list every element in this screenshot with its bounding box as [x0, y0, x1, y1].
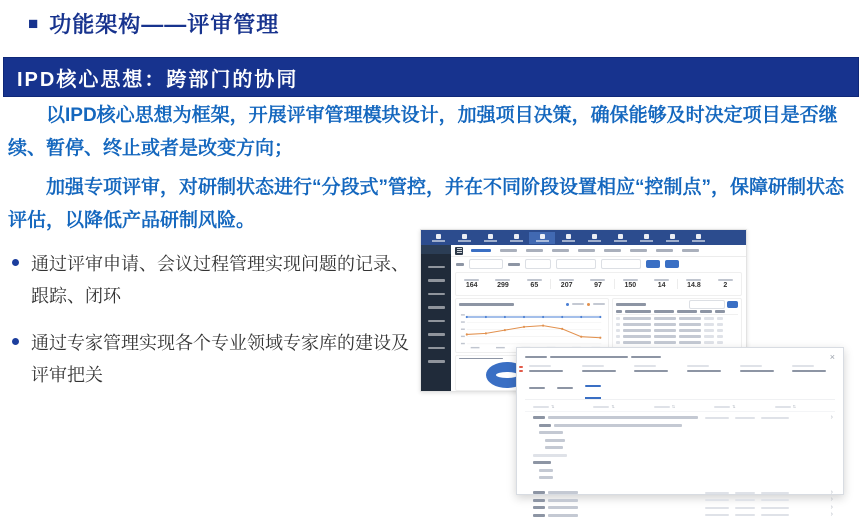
dialog-tabs [525, 376, 835, 400]
dialog-row-short [545, 446, 835, 449]
dialog-table-header-cell: ⇅ [775, 405, 835, 409]
navbar-item [477, 232, 503, 244]
field-value-placeholder [740, 370, 774, 372]
dialog-tab [557, 379, 573, 399]
filter-label-placeholder [456, 263, 464, 266]
table-row [616, 323, 738, 326]
field-cell [730, 365, 783, 372]
navbar-item [659, 232, 685, 244]
tab-placeholder [604, 249, 621, 252]
field-cell [525, 365, 572, 372]
stat-value: 14.8 [687, 282, 701, 290]
tab-list [471, 249, 699, 252]
stat-cell [614, 279, 646, 290]
dashboard-tabstrip [451, 245, 746, 257]
dashboard-sidebar [421, 245, 451, 391]
paragraph-2: 加强专项评审，对研制状态进行“分段式”管控，并在不同阶段设置相应“控制点”，保障研制状态评估，以降低产品研制风险。 [8, 177, 845, 232]
field-label-placeholder [792, 365, 814, 367]
sidebar-item-placeholder [428, 266, 445, 269]
field-value-placeholder [529, 370, 563, 372]
list-item [10, 248, 414, 312]
dialog-row-entry: › [533, 506, 835, 509]
field-value-placeholder [792, 370, 826, 372]
dashboard-top-navbar [421, 230, 746, 245]
stat-cell [677, 279, 709, 290]
navbar-item [503, 232, 529, 244]
navbar-item-icon [592, 234, 597, 239]
table-header-row [616, 310, 738, 315]
line-chart [459, 307, 605, 350]
bullet-text-1: 通过评审申请、会议过程管理实现问题的记录、跟踪、闭环 [31, 254, 409, 307]
dialog-row-short [539, 431, 835, 434]
navbar-item [633, 232, 659, 244]
dialog-row-short [539, 476, 835, 479]
field-label-placeholder [582, 365, 604, 367]
sidebar-item-placeholder [428, 347, 445, 350]
detail-dialog-screenshot [516, 347, 844, 518]
field-label-placeholder [687, 365, 709, 367]
navbar-item [685, 232, 711, 244]
stat-value: 207 [560, 282, 573, 290]
navbar-item-label-placeholder [562, 240, 575, 242]
close-icon: × [829, 352, 835, 362]
table-row [616, 329, 738, 332]
donut-title-placeholder [459, 358, 503, 359]
stat-cell [550, 279, 582, 290]
line-series-orange [467, 326, 601, 338]
paragraph-1: 以IPD核心思想为框架，开展评审管理模块设计，加强项目决策，确保能够及时决定项目是否继续、暂停、终止或者是改变方向； [8, 105, 838, 159]
sidebar-item-placeholder [428, 306, 445, 309]
stat-cell [456, 279, 487, 290]
hamburger-icon [455, 247, 463, 255]
navbar-item [581, 232, 607, 244]
line-chart-legend [566, 303, 605, 306]
sidebar-item-placeholder [428, 333, 445, 336]
dialog-row-short [545, 439, 835, 442]
sidebar-logo-block [421, 245, 451, 254]
table-row [616, 317, 738, 320]
navbar-item-label-placeholder [666, 240, 679, 242]
line-chart-title-placeholder [459, 303, 514, 306]
navbar-item-label-placeholder [432, 240, 445, 242]
sidebar-item-placeholder [428, 360, 445, 363]
navbar-item-label-placeholder [536, 240, 549, 242]
navbar-item-label-placeholder [510, 240, 523, 242]
reset-button [665, 260, 679, 268]
table-panel-header [616, 301, 738, 308]
stat-cell [519, 279, 550, 290]
bullet-list [10, 248, 414, 406]
stat-cell [487, 279, 518, 290]
tab-placeholder [500, 249, 517, 252]
legend-dot-orange [587, 303, 590, 306]
filter-bar [451, 257, 746, 271]
dialog-row-long [539, 424, 835, 427]
dialog-row-group [533, 454, 835, 457]
field-label-placeholder [740, 365, 762, 367]
bullet-dot [12, 338, 19, 345]
dialog-row-short [533, 461, 835, 464]
field-cell [677, 365, 730, 372]
line-chart-panel [455, 298, 609, 353]
sidebar-item-placeholder [428, 320, 445, 323]
field-cell [572, 365, 625, 372]
filter-label-placeholder [508, 263, 520, 266]
tab-placeholder [656, 249, 673, 252]
table-title-placeholder [616, 303, 646, 306]
table-search-button [727, 301, 738, 308]
stat-value: 2 [723, 282, 728, 290]
navbar-item-label-placeholder [640, 240, 653, 242]
field-value-placeholder [582, 370, 616, 372]
sidebar-menu [428, 260, 445, 368]
red-marker [519, 366, 523, 372]
dialog-tab [529, 379, 545, 399]
navbar-item-icon [514, 234, 519, 239]
title-square-marker: ■ [28, 13, 40, 33]
dialog-table-header-cell: ⇅ [593, 405, 653, 409]
navbar-item-icon [696, 234, 701, 239]
table-row [616, 335, 738, 338]
navbar-item-icon [436, 234, 441, 239]
stat-cell [710, 279, 741, 290]
dialog-table-header-cell: ⇅ [714, 405, 774, 409]
legend-label-placeholder [593, 303, 605, 305]
tab-placeholder [630, 249, 647, 252]
stat-value: 97 [594, 282, 602, 290]
stats-summary-row [455, 272, 742, 296]
navbar-item-label-placeholder [484, 240, 497, 242]
field-cell [624, 365, 677, 372]
stat-value: 65 [530, 282, 539, 290]
detail-fields [525, 365, 835, 372]
tab-placeholder [552, 249, 569, 252]
navbar-item [555, 232, 581, 244]
stat-cell [582, 279, 613, 290]
dialog-tab-active [585, 377, 601, 399]
dialog-table-header-cell: ⇅ [654, 405, 714, 409]
navbar-item-icon [540, 234, 545, 239]
dialog-table-rows [525, 413, 835, 518]
dialog-row-entry: › [533, 499, 835, 502]
stat-value: 14 [657, 282, 666, 290]
navbar-item [607, 232, 633, 244]
section-banner-text: IPD核心思想：跨部门的协同 [17, 68, 299, 91]
page-title-text: 功能架构——评审管理 [49, 12, 280, 37]
tab-placeholder [471, 249, 491, 252]
filter-select [601, 259, 641, 269]
navbar-item [529, 232, 555, 244]
intro-paragraphs [8, 100, 853, 245]
stat-value: 164 [465, 282, 478, 290]
navbar-item [451, 232, 477, 244]
dialog-row-short [539, 469, 835, 472]
navbar-item [425, 232, 451, 244]
navbar-item-label-placeholder [458, 240, 471, 242]
dialog-bottom-rows [533, 488, 835, 518]
stat-value: 150 [624, 282, 637, 290]
section-banner [3, 57, 859, 97]
dialog-row-entry: › [533, 491, 835, 494]
table-search-input [689, 300, 725, 309]
dialog-table-header [525, 404, 835, 412]
dialog-table-header-cell: ⇅ [533, 405, 593, 409]
dialog-header [525, 353, 835, 361]
tab-placeholder [526, 249, 543, 252]
sidebar-item-placeholder [428, 293, 445, 296]
navbar-item-label-placeholder [588, 240, 601, 242]
table-search-area [689, 300, 738, 309]
stat-value: 299 [497, 282, 509, 290]
navbar-item-icon [670, 234, 675, 239]
navbar-item-icon [644, 234, 649, 239]
tab-placeholder [578, 249, 595, 252]
review-table-panel [612, 298, 742, 353]
filter-input [469, 259, 503, 269]
navbar-item-label-placeholder [692, 240, 705, 242]
charts-row [451, 297, 746, 354]
filter-input [525, 259, 551, 269]
legend-dot-blue [566, 303, 569, 306]
list-item [10, 327, 414, 391]
sidebar-item-placeholder [428, 279, 445, 282]
dialog-row-long: › [533, 416, 835, 419]
field-label-placeholder [634, 365, 656, 367]
filter-select [556, 259, 596, 269]
dialog-title-placeholder [525, 356, 661, 359]
navbar-item-icon [462, 234, 467, 239]
table-rows [616, 317, 738, 344]
search-button [646, 260, 660, 268]
field-value-placeholder [687, 370, 721, 372]
legend-label-placeholder [572, 303, 584, 305]
navbar-item-label-placeholder [614, 240, 627, 242]
navbar-item-icon [488, 234, 493, 239]
field-value-placeholder [634, 370, 668, 372]
stat-cell [646, 279, 677, 290]
bullet-dot [12, 259, 19, 266]
dialog-row-entry: › [533, 514, 835, 517]
tab-placeholder [682, 249, 699, 252]
bullet-text-2: 通过专家管理实现各个专业领域专家库的建设及评审把关 [31, 333, 409, 386]
navbar-item-icon [618, 234, 623, 239]
navbar-item-icon [566, 234, 571, 239]
field-label-placeholder [529, 365, 551, 367]
table-row [616, 341, 738, 344]
field-cell [782, 365, 835, 372]
page-title [28, 8, 279, 39]
